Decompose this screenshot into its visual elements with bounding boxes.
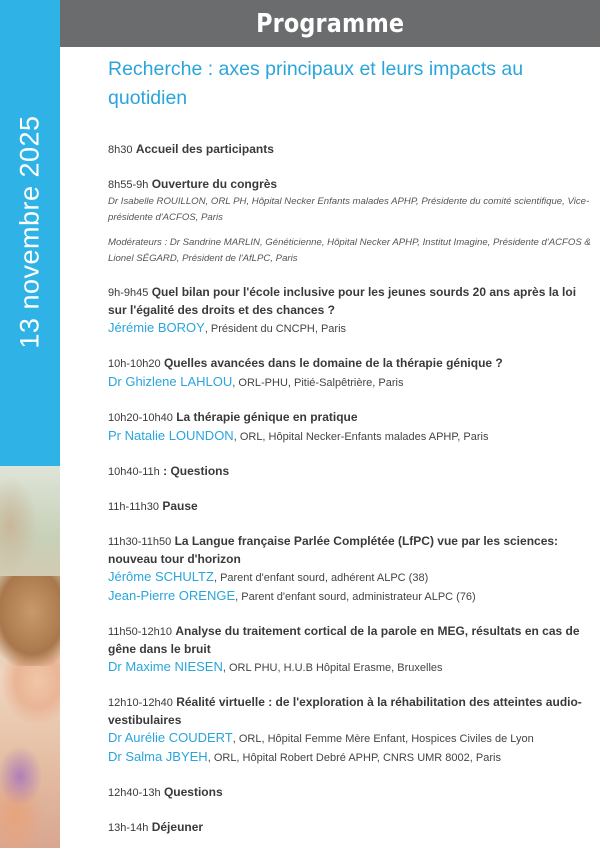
program-item — [108, 141, 594, 159]
speaker-name: Dr Maxime NIESEN — [108, 659, 223, 674]
item-time: 10h-10h20 — [108, 358, 161, 370]
speaker-affiliation: , ORL, Hôpital Femme Mère Enfant, Hospices Civiles de Lyon — [232, 733, 534, 745]
item-title: Pause — [162, 499, 198, 513]
item-time: 11h50-12h10 — [108, 626, 173, 638]
speaker-affiliation: , Président du CNCPH, Paris — [204, 323, 347, 335]
item-time: 11h30-11h50 — [108, 536, 172, 548]
event-date: 13 novembre 2025 — [14, 115, 45, 349]
speaker — [108, 427, 594, 446]
item-description: Dr Isabelle ROUILLON, ORL PH, Hôpital Necker Enfants malades APHP, Présidente du comité scientifique, Vice-présidente d'ACFOS, Paris — [108, 196, 590, 223]
moderators-note: Modérateurs : Dr Sandrine MARLIN, Généticienne, Hôpital Necker APHP, Institut Imagine, Présidente d'ACFOS & Lionel SÉGARD, Président de l'AfLPC, Paris — [108, 237, 591, 264]
speaker-affiliation: , ORL, Hôpital Necker-Enfants malades APHP, Paris — [233, 431, 489, 443]
speaker-name: Dr Salma JBYEH — [108, 749, 208, 764]
program-item — [108, 694, 594, 767]
program-item — [108, 463, 594, 481]
speaker-name: Jean-Pierre ORENGE — [108, 588, 236, 603]
item-time: 12h40-13h — [108, 787, 161, 799]
speaker-affiliation: , ORL-PHU, Pitié-Salpêtrière, Paris — [232, 377, 404, 389]
photo-hair — [0, 576, 60, 666]
speaker-affiliation: , ORL, Hôpital Robert Debré APHP, CNRS UMR 8002, Paris — [207, 752, 501, 764]
item-time: 11h-11h30 — [108, 501, 159, 513]
item-title: Analyse du traitement cortical de la parole en MEG, résultats en cas de gêne dans le bruit — [108, 624, 580, 656]
header-bar — [60, 0, 600, 47]
speaker — [108, 373, 594, 392]
item-title: Quelles avancées dans le domaine de la thérapie génique ? — [163, 356, 503, 370]
item-time: 13h-14h — [108, 822, 149, 834]
program-item — [108, 623, 594, 677]
speaker — [108, 658, 594, 677]
item-title: La Langue française Parlée Complétée (LfPC) vue par les sciences: nouveau tour d'horizon — [108, 534, 559, 566]
item-title: Accueil des participants — [135, 142, 274, 156]
speaker-name: Pr Natalie LOUNDON — [108, 428, 234, 443]
item-time: 10h20-10h40 — [108, 412, 173, 424]
speaker-affiliation: , Parent d'enfant sourd, adhérent ALPC (38) — [213, 572, 429, 584]
speaker — [108, 568, 594, 587]
side-band — [0, 0, 60, 466]
program-item — [108, 284, 594, 338]
item-title: Réalité virtuelle : de l'exploration à la réhabilitation des atteintes audio- vestibulaires — [108, 695, 582, 727]
item-time: 9h-9h45 — [108, 287, 149, 299]
program-item — [108, 533, 594, 606]
child-photo — [0, 466, 60, 848]
speaker-name: Jérémie BOROY — [108, 320, 205, 335]
speaker — [108, 729, 594, 748]
item-time: 12h10-12h40 — [108, 697, 173, 709]
item-time: 8h30 — [108, 144, 133, 156]
program-item — [108, 355, 594, 392]
speaker-name: Dr Ghizlene LAHLOU — [108, 374, 233, 389]
program-item — [108, 409, 594, 446]
speaker — [108, 748, 594, 767]
program-item — [108, 819, 594, 837]
program-item — [108, 784, 594, 802]
speaker-name: Dr Aurélie COUDERT — [108, 730, 233, 745]
item-title: : Questions — [163, 464, 230, 478]
speaker — [108, 587, 594, 606]
item-time: 8h55-9h — [108, 179, 149, 191]
program-list — [108, 141, 594, 848]
item-title: Quel bilan pour l'école inclusive pour les jeunes sourds 20 ans après la loi sur l'égalité des droits et des chances ? — [108, 285, 577, 317]
program-item — [108, 498, 594, 516]
speaker-affiliation: , Parent d'enfant sourd, administrateur ALPC (76) — [235, 591, 476, 603]
speaker-affiliation: , ORL PHU, H.U.B Hôpital Erasme, Bruxelles — [222, 662, 443, 674]
program-item — [108, 176, 594, 267]
item-time: 10h40-11h — [108, 466, 160, 478]
item-title: La thérapie génique en pratique — [176, 410, 358, 424]
item-title: Déjeuner — [151, 820, 204, 834]
session-subtitle: Recherche : axes principaux et leurs impacts au quotidien — [108, 58, 524, 109]
item-title: Ouverture du congrès — [151, 177, 278, 191]
page-title: Programme — [255, 8, 405, 39]
speaker-name: Jérôme SCHULTZ — [108, 569, 214, 584]
speaker — [108, 319, 594, 338]
item-title: Questions — [163, 785, 223, 799]
